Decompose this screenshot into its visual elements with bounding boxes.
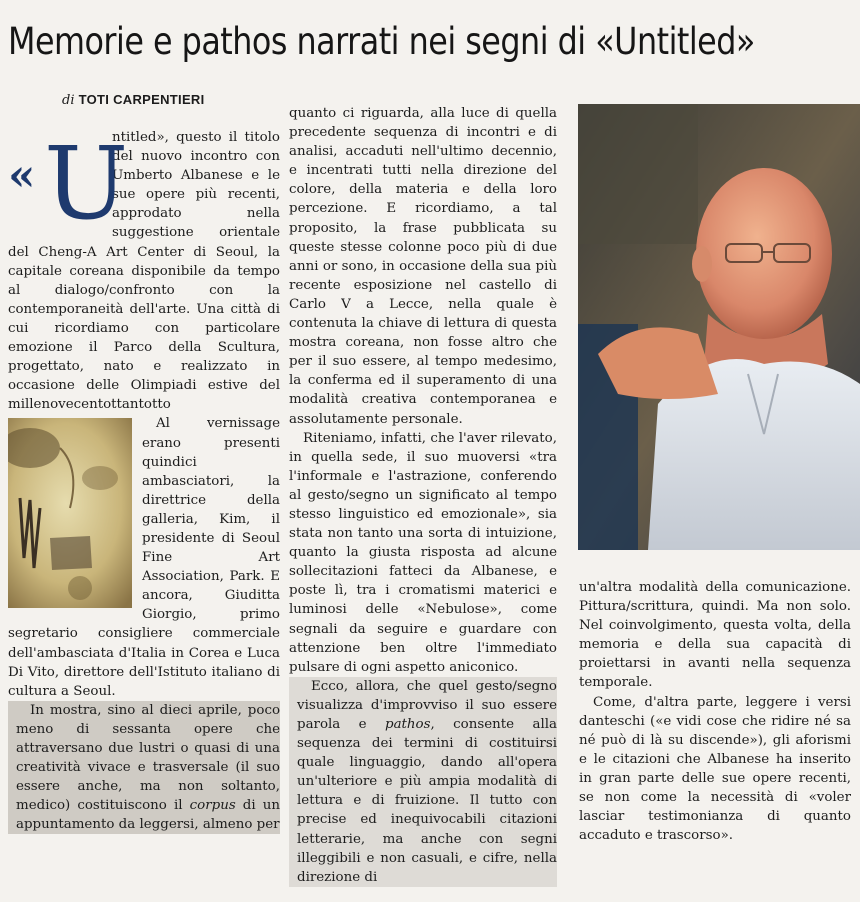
artwork-image <box>8 418 132 608</box>
col1-paragraph-3-b: di un appuntamento da leggersi, almeno per <box>16 798 280 833</box>
headline: Memorie e pathos narrati nei segni di «Untitled» <box>8 20 755 63</box>
article-column-1 <box>8 128 280 898</box>
col3-paragraph-1: un'altra modalità della comunicazione. Pittura/scrittura, quindi. Ma non solo. Nel coinvolgimento, questa volta, della memoria e della sua capacità di proiettarsi in avanti nella sequenza temporale. <box>579 580 851 691</box>
byline-prefix: di <box>62 93 75 108</box>
dropcap <box>8 128 129 242</box>
col1-paragraph-3 <box>8 701 280 835</box>
col2-paragraph-3-b: , consente alla sequenza dei termini di costituirsi quale linguaggio, dando all'opera un'ulteriore e più ampia modalità di lettura e di fruizione. Il tutto con precise ed inequivocabili citazioni letterarie, ma anche con segni illeggibili e non casuali, e cifre, nella direzione di <box>297 717 557 885</box>
col1-paragraph-2: Al vernissage erano presenti quindici ambasciatori, la direttrice della galleria, Kim, il presidente di Seoul Fine Art Association, Park. E ancora, Giuditta Giorgio, primo segretario consigliere commerciale dell'ambasciata d'Italia in Corea e Luca Di Vito, direttore dell'Istituto italiano di cultura a Seoul. <box>8 416 280 699</box>
col2-paragraph-3-em: pathos <box>385 717 431 732</box>
col1-paragraph-3-a: In mostra, sino al dieci aprile, poco meno di sessanta opere che attraversano due lustri o quasi di una creatività vivace e trasversale (il suo essere anche, ma non soltanto, medico) costituiscono il <box>16 702 280 814</box>
dropcap-letter: U <box>44 128 129 242</box>
col2-paragraph-3-a: Ecco, allora, che quel gesto/segno visualizza d'improvviso il suo essere parola e <box>297 678 557 732</box>
col2-paragraph-2: Riteniamo, infatti, che l'aver rilevato, in quella sede, il suo muoversi «tra l'informale e l'astrazione, conferendo al gesto/segno un significato al tempo stesso linguistico ed emozionale», sia stata non tanto una sorta di intuizione, quanto la giusta risposta ad alcune sollecitazioni fatteci da Albanese, e poste lì, tra i cromatismi materici e luminosi delle «Nebulose», come segnali da seguire e guardare con attenzione ben oltre l'immediato pulsare di ogni aspetto aniconico. <box>289 430 557 675</box>
article-column-2 <box>289 104 557 898</box>
byline <box>62 92 282 108</box>
portrait-image <box>578 104 860 550</box>
col1-paragraph-3-em: corpus <box>189 798 236 814</box>
artwork-thumbnail <box>8 418 132 608</box>
byline-author: TOTI CARPENTIERI <box>78 92 205 107</box>
col3-paragraph-2: Come, d'altra parte, leggere i versi danteschi («e vidi cose che ridire né sa né può di là su discende»), gli aforismi e le citazioni che Albanese ha inserito in gran parte delle sue opere recenti, se non come la necessità di «voler lasciar testimonianza di quanto accaduto e trascorso». <box>579 694 851 844</box>
col2-paragraph-3 <box>289 677 557 887</box>
article-column-3 <box>579 578 851 878</box>
author-portrait-photo <box>578 104 860 550</box>
col2-paragraph-1: quanto ci riguarda, alla luce di quella precedente sequenza di incontri e di analisi, accaduti nell'ultimo decennio, e incentrati tutti nella direzione del colore, della materia e della loro percezione. E ricordiamo, a tal proposito, la frase pubblicata su queste stesse colonne poco più di due anni or sono, in occasione della sua più recente esposizione nel castello di Carlo V a Lecce, nella quale è contenuta la chiave di lettura di questa mostra coreana, non fosse altro che per il suo essere, al tempo medesimo, la conferma ed il superamento di una modalità creativa contemporanea e assolutamente personale. <box>289 106 557 427</box>
dropcap-quote: « <box>8 150 36 201</box>
col1-paragraph-1-text: ntitled», questo il titolo del nuovo incontro con Umberto Albanese e le sue opere più recenti, approdato nella suggestione orientale del Cheng-A Art Center di Seoul, la capitale coreana disponibile da tempo al dialogo/confronto con la contemporaneità dell'arte. Una città di cui ricordiamo con particolare emozione il Parco della Scultura, progettato, nato e realizzato in occasione delle Olimpiadi estive del millenovecentottantotto <box>8 130 280 413</box>
